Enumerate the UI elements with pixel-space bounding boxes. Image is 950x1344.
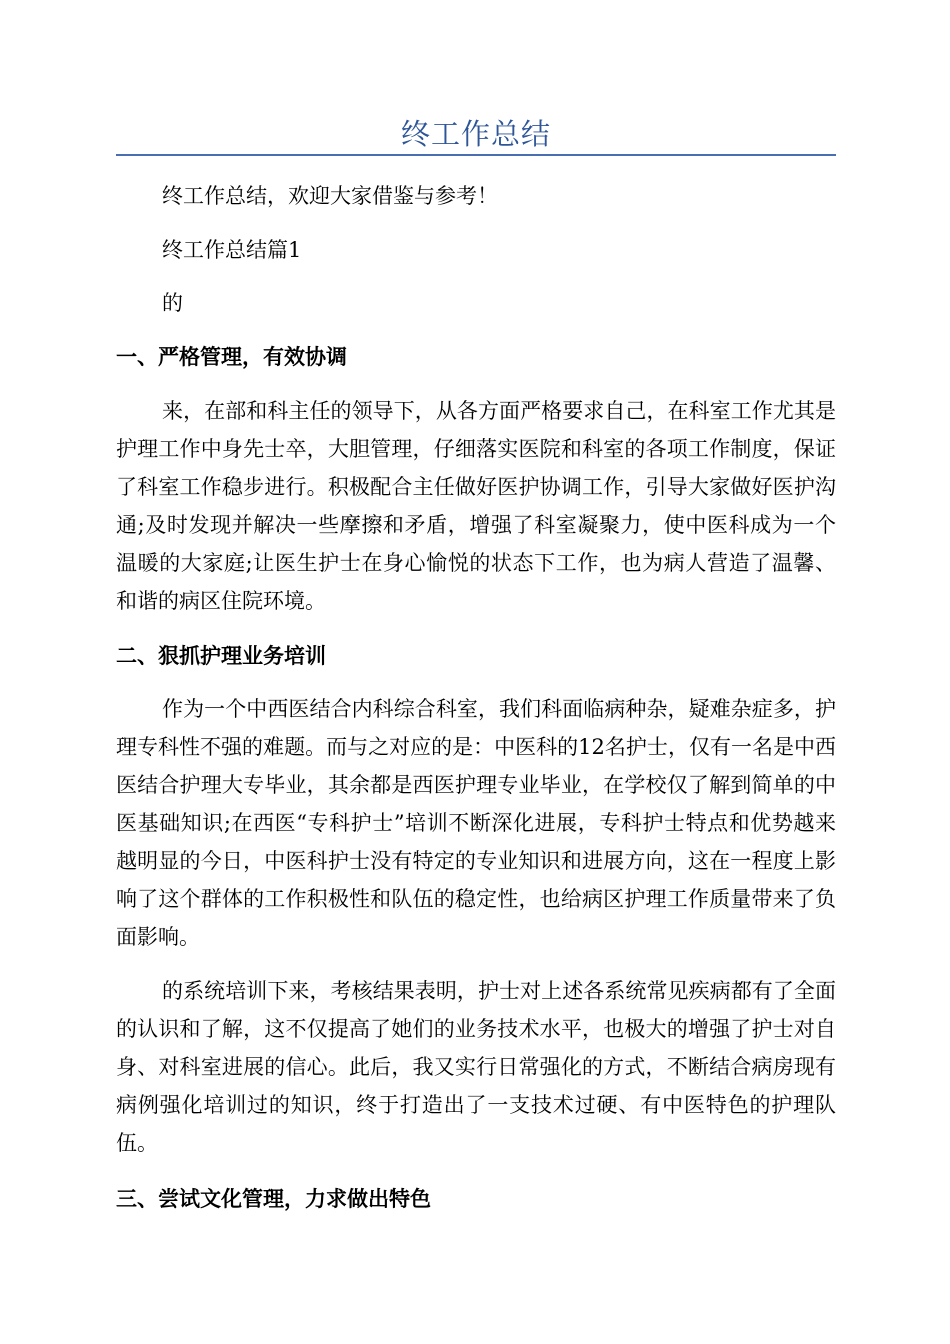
intro-paragraph: 终工作总结，欢迎大家借鉴与参考！ [162,184,498,208]
section-2-paragraph-1: 作为一个中西医结合内科综合科室，我们科面临病种杂，疑难杂症多，护理专科性不强的难题。而与之对应的是：中医科的12名护士，仅有一名是中西医结合护理大专毕业，其余都是西医护理专业毕业，在学校仅了解到简单的中医基础知识;在西医“专科护士”培训不断深化进展，专科护士特点和优势越来越明显的今日，中医科护士没有特定的专业知识和进展方向，这在一程度上影响了这个群体的工作积极性和队伍的稳定性，也给病区护理工作质量带来了负面影响。 [116,697,836,949]
document-title: 终工作总结 [400,117,551,151]
section-1-heading: 一、严格管理，有效协调 [116,345,347,369]
fragment-paragraph: 的 [162,291,183,315]
section-1-paragraph-1: 来，在部和科主任的领导下，从各方面严格要求自己，在科室工作尤其是护理工作中身先士卒，大胆管理，仔细落实医院和科室的各项工作制度，保证了科室工作稳步进行。积极配合主任做好医护协调工作，引导大家做好医护沟通;及时发现并解决一些摩擦和矛盾，增强了科室凝聚力，使中医科成为一个温暖的大家庭;让医生护士在身心愉悦的状态下工作，也为病人营造了温馨、和谐的病区住院环境。 [116,399,836,613]
section-2-heading: 二、狠抓护理业务培训 [116,644,326,668]
title-underline [116,154,836,156]
subtitle-paragraph: 终工作总结篇1 [162,238,302,262]
section-3-heading: 三、尝试文化管理，力求做出特色 [116,1187,431,1211]
section-2-paragraph-2: 的系统培训下来，考核结果表明，护士对上述各系统常见疾病都有了全面的认识和了解，这不仅提高了她们的业务技术水平，也极大的增强了护士对自身、对科室进展的信心。此后，我又实行日常强化的方式，不断结合病房现有病例强化培训过的知识，终于打造出了一支技术过硬、有中医特色的护理队伍。 [116,979,836,1155]
